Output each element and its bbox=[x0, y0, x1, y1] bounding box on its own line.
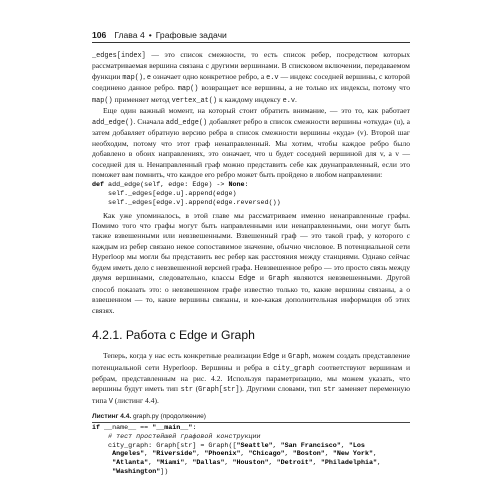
code-string: "Chicago" bbox=[248, 450, 285, 459]
code-text: , bbox=[324, 450, 333, 459]
code-string: "Washington" bbox=[112, 467, 161, 476]
code-text: , bbox=[224, 459, 233, 468]
inline-code: e bbox=[146, 73, 152, 82]
paragraph-weighted bbox=[92, 211, 410, 317]
inline-code: add_edge() bbox=[92, 118, 134, 127]
inline-code: V bbox=[108, 397, 113, 406]
text-run: заменяет переменную типа bbox=[92, 384, 410, 405]
code-text bbox=[92, 468, 112, 476]
code-string: "__main__" bbox=[152, 424, 193, 433]
code-string: Angeles" bbox=[92, 450, 145, 459]
inline-code: _edges[index] bbox=[92, 52, 146, 60]
code-text: , bbox=[340, 441, 349, 450]
text-run: и bbox=[255, 273, 269, 283]
inline-code: Edge bbox=[238, 275, 256, 284]
code-text: : bbox=[192, 424, 197, 433]
code-text: , bbox=[272, 441, 281, 450]
code-text: add_edge(self, edge: Edge) -> bbox=[104, 181, 229, 190]
code-text: __name__ == bbox=[100, 424, 153, 433]
paragraph-working-with bbox=[92, 351, 410, 407]
code-keyword: def bbox=[92, 181, 105, 190]
text-run: соответствуют вершинам и ребрам, представленным на рис. 4.2. Используя параметризацию, мы можем указать, что вершины будут иметь тип bbox=[92, 362, 411, 394]
code-string: "Dallas" bbox=[192, 459, 225, 468]
inline-code: map() bbox=[92, 96, 113, 105]
code-text: , bbox=[184, 459, 193, 468]
text-run: добавляет ребро в список смежности вершины «откуда» (u), а затем добавляет обратную версию ребра в список смежности вершины «куда» (v). Второй шаг необходим, потому что этот граф ненаправленный. Мы хотим, чтобы каждое ребро было добавлено в обоих направлениях, это означает, что u будет соседней вершиной для v, а v — соседней для u. Ненаправленный граф можно представить себе как двунаправленный, если это поможет вам помнить, что каждое его ребро может быть пройдено в любом направлении: bbox=[92, 116, 410, 179]
inline-code: str bbox=[323, 386, 336, 395]
code-string: "Riverside" bbox=[152, 450, 197, 459]
text-run: являются невзвешенными. Другой способ показать это: о невзвешенном графе известно только то, какие вершины связаны, а о взвешенном — то, какие вершины связаны, и кое-какая дополнительная информация об этих связях. bbox=[92, 273, 410, 315]
inline-code: Edge bbox=[262, 353, 280, 362]
code-line: self._edges[edge.v].append(edge.reversed()) bbox=[92, 198, 281, 207]
code-text: , bbox=[268, 459, 277, 468]
code-text: , bbox=[284, 450, 293, 459]
chapter-title: Графовые задачи bbox=[155, 30, 227, 40]
inline-code: str bbox=[180, 386, 194, 395]
inline-code: map() bbox=[177, 85, 199, 94]
header-bullet: • bbox=[148, 30, 152, 40]
text-run: Как уже упоминалось, в этой главе мы рассматриваем именно ненаправленные графы. Помимо того что графы могут быть направленными или ненаправленными, они могут быть также взвешенными или невзвешенными. Взвешенный граф — это такой граф, у которого с каждым из ребер связано некое сопоставимое значение, обычно числовое. В потенциальной сети Hyperloop мы могли бы представить вес ребер как расстояния между станциями. Однако сейчас будем иметь дело с невзвешенной версией графа. Невзвешенное ребро — это просто связь между двумя вершинами, следовательно, классы bbox=[92, 210, 410, 283]
code-text: ]) bbox=[160, 467, 169, 476]
text-run: и bbox=[279, 351, 288, 361]
code-text: , bbox=[312, 459, 321, 468]
text-run: ( bbox=[193, 384, 199, 394]
code-string: "Los bbox=[348, 441, 365, 450]
text-run: . Сначала bbox=[133, 116, 166, 126]
paragraph-add-edge bbox=[92, 106, 410, 180]
code-line: self._edges[edge.u].append(edge) bbox=[92, 190, 237, 199]
code-string: "San Francisco" bbox=[280, 441, 341, 450]
code-text: , bbox=[372, 450, 377, 459]
text-run: — это список смежности, то есть список ребер, посредством которых рассматриваемая вершина связана с другими вершинами. В списковом включении, передаваемом функции bbox=[92, 50, 410, 81]
inline-code: e.v bbox=[266, 73, 279, 82]
text-run: применяет метод bbox=[112, 94, 172, 104]
inline-code: city_graph bbox=[273, 364, 315, 373]
text-run: ). Другими словами, тип bbox=[239, 384, 324, 394]
code-text: , bbox=[148, 459, 157, 468]
code-keyword: None bbox=[228, 181, 245, 190]
code-text: , bbox=[377, 459, 382, 468]
code-string: "Houston" bbox=[232, 459, 269, 468]
code-text: city_graph: Graph[str] = Graph([ bbox=[92, 441, 237, 450]
code-text bbox=[92, 459, 112, 467]
code-string: "Miami" bbox=[156, 459, 185, 468]
code-comment: # тест простейшей графовой конструкции bbox=[92, 433, 261, 442]
text-run: означает одно конкретное ребро, а bbox=[151, 71, 267, 81]
text-run: к каждому индексу bbox=[217, 94, 283, 104]
code-string: "Seattle" bbox=[236, 441, 273, 450]
code-block-add-edge bbox=[92, 181, 410, 207]
code-text: , bbox=[196, 450, 205, 459]
inline-code: map() bbox=[122, 73, 144, 82]
listing-file: graph.py (продолжение) bbox=[131, 413, 206, 421]
paragraph-adjacency bbox=[92, 50, 410, 106]
inline-code: Graph bbox=[287, 353, 309, 362]
inline-code: e.v bbox=[282, 96, 296, 105]
code-string: "Philadelphia" bbox=[320, 459, 377, 468]
page-body bbox=[92, 50, 410, 480]
code-string: "Detroit" bbox=[276, 459, 313, 468]
code-string: "Boston" bbox=[292, 450, 325, 459]
running-header bbox=[92, 28, 410, 43]
code-keyword: if bbox=[92, 424, 101, 433]
listing-label: Листинг 4.4. bbox=[92, 413, 132, 421]
code-text: : bbox=[244, 181, 249, 190]
code-text: , bbox=[144, 450, 153, 459]
page-number: 106 bbox=[92, 30, 107, 40]
code-string: "Atlanta" bbox=[112, 459, 149, 468]
code-block-city-graph bbox=[92, 424, 410, 476]
text-run: , можем создать представление потенциальной сети Hyperloop. Вершины и ребра в bbox=[92, 351, 410, 372]
inline-code: Graph[str] bbox=[198, 386, 240, 395]
text-run: возвращает все вершины, а не только их индексы, потому что bbox=[198, 83, 410, 93]
code-string: "New York" bbox=[332, 450, 373, 459]
inline-code: Graph bbox=[268, 275, 289, 284]
text-run: (листинг 4.4). bbox=[112, 395, 159, 405]
inline-code: vertex_at() bbox=[171, 96, 218, 105]
text-run: — индекс соседней вершины, с которой соединено данное ребро. bbox=[92, 71, 410, 93]
code-text: , bbox=[240, 450, 249, 459]
inline-code: add_edge() bbox=[165, 118, 208, 127]
text-run: Еще один важный момент, на который стоит обратить внимание, — это то, как работает bbox=[103, 106, 410, 116]
text-run: Теперь, когда у нас есть конкретные реализации bbox=[103, 351, 263, 361]
text-run: . bbox=[295, 94, 297, 104]
text-run: , bbox=[143, 71, 147, 81]
listing-caption bbox=[92, 412, 410, 423]
chapter-label: Глава 4 bbox=[114, 30, 145, 40]
code-string: "Phoenix" bbox=[204, 450, 241, 459]
section-heading: 4.2.1. Работа с Edge и Graph bbox=[92, 328, 255, 343]
